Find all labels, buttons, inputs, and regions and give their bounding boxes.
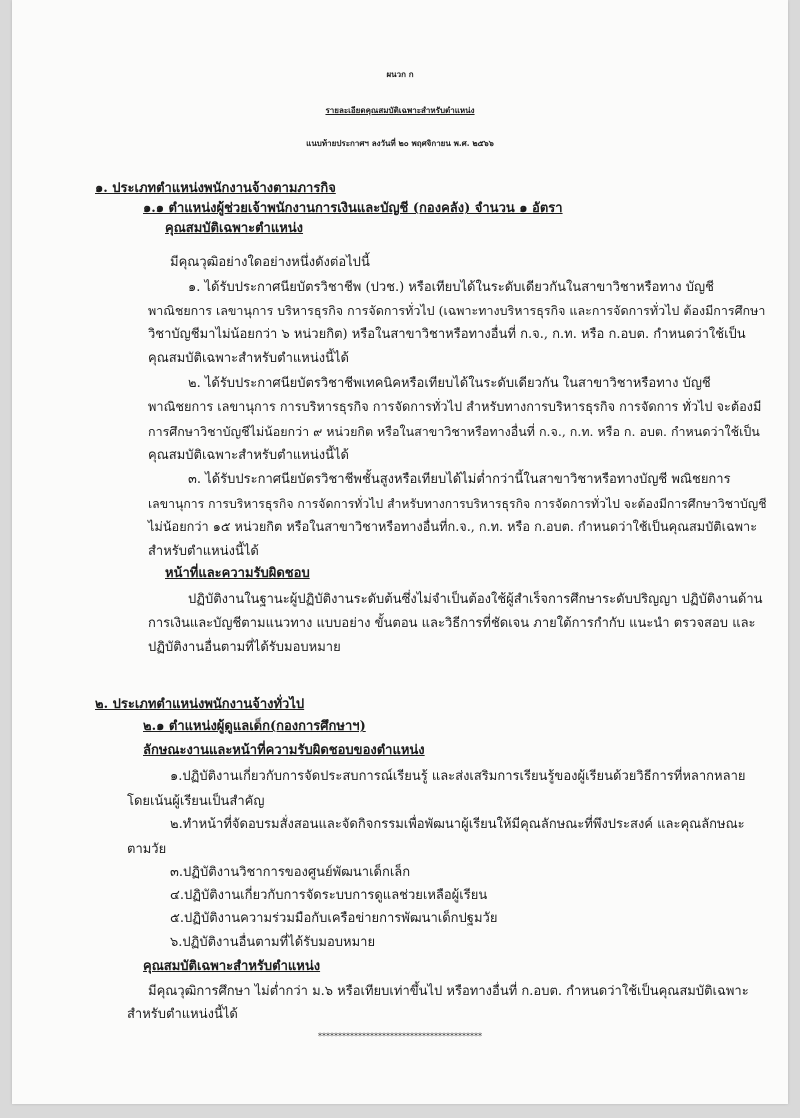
q2-line: ๒. ได้รับประกาศนียบัตรวิชาชีพเทคนิคหรือเทียบได้ในระดับเดียวกัน ในสาขาวิชาหรือทาง บัญชี: [188, 376, 711, 391]
qual-line: สำหรับตำแหน่งนี้ได้: [127, 1007, 238, 1022]
q2-line: พาณิชยการ เลขานุการ การบริหารธุรกิจ การจัดการทั่วไป สำหรับทางการบริหารธุรกิจ การจัดการ ทั่วไป จะต้องมี: [148, 400, 762, 415]
section1-qual-heading: คุณสมบัติเฉพาะตำแหน่ง: [165, 221, 304, 236]
duty-line: ปฏิบัติงานอื่นตามที่ได้รับมอบหมาย: [148, 640, 341, 655]
document-title: รายละเอียดคุณสมบัติเฉพาะสำหรับตำแหน่ง: [325, 105, 475, 115]
q3-line: เลขานุการ การบริหารธุรกิจ การจัดการทั่วไป สำหรับทางการบริหารธุรกิจ การจัดการทั่วไป จะต้องมีการศึกษาวิชาบัญชี: [148, 497, 767, 511]
q3-line: ๓. ได้รับประกาศนียบัตรวิชาชีพชั้นสูงหรือเทียบได้ไม่ต่ำกว่านี้ในสาขาวิชาหรือทางบัญชี พณิชยการ: [188, 472, 731, 487]
section1-heading: ๑. ประเภทตำแหน่งพนักงานจ้างตามภารกิจ: [95, 181, 336, 196]
d3-line: ๓.ปฏิบัติงานวิชาการของศูนย์พัฒนาเด็กเล็ก: [170, 865, 411, 880]
section2-position: ๒.๑ ตำแหน่งผู้ดูแลเด็ก(กองการศึกษาฯ): [143, 719, 366, 734]
d2-line: ๒.ทำหน้าที่จัดอบรมสั่งสอนและจัดกิจกรรมเพื่อพัฒนาผู้เรียนให้มีคุณลักษณะที่พึงประสงค์ และคุณลักษณะ: [170, 817, 745, 832]
section2-qual-heading: คุณสมบัติเฉพาะสำหรับตำแหน่ง: [143, 959, 321, 974]
document-subtitle: แนบท้ายประกาศฯ ลงวันที่ ๒๐ พฤศจิกายน พ.ศ. ๒๕๖๖: [306, 138, 494, 148]
duty-line: การเงินและบัญชีตามแนวทาง แบบอย่าง ขั้นตอน และวิธีการที่ชัดเจน ภายใต้การกำกับ แนะนำ ตรวจสอบ และ: [148, 616, 756, 631]
q1-line: พาณิชยการ เลขานุการ บริหารธุรกิจ การจัดการทั่วไป (เฉพาะทางบริหารธุรกิจ และการจัดการทั่วไป ต้องมีการศึกษา: [148, 303, 766, 318]
d5-line: ๕.ปฏิบัติงานความร่วมมือกับเครือข่ายการพัฒนาเด็กปฐมวัย: [170, 911, 498, 926]
section2-duty-heading: ลักษณะงานและหน้าที่ความรับผิดชอบของตำแหน่ง: [143, 743, 425, 758]
document-page: [12, 0, 788, 1104]
q1-line: ๑. ได้รับประกาศนียบัตรวิชาชีพ (ปวช.) หรือเทียบได้ในระดับเดียวกันในสาขาวิชาหรือทาง บัญชี: [188, 280, 714, 295]
q2-line: การศึกษาวิชาบัญชีไม่น้อยกว่า ๙ หน่วยกิต หรือในสาขาวิชาหรือทางอื่นที่ ก.จ., ก.ท. หรือ ก. อบต. กำหนดว่าใช้เป็น: [148, 424, 760, 439]
section2-heading: ๒. ประเภทตำแหน่งพนักงานจ้างทั่วไป: [95, 697, 305, 712]
section1-duty-heading: หน้าที่และความรับผิดชอบ: [165, 566, 310, 581]
d2-line: ตามวัย: [127, 842, 167, 857]
q3-line: สำหรับตำแหน่งนี้ได้: [148, 544, 259, 559]
section1-position: ๑.๑ ตำแหน่งผู้ช่วยเจ้าพนักงานการเงินและบัญชี (กองคลัง) จำนวน ๑ อัตรา: [143, 201, 563, 216]
q1-line: คุณสมบัติเฉพาะสำหรับตำแหน่งนี้ได้: [148, 351, 349, 366]
q2-line: คุณสมบัติเฉพาะสำหรับตำแหน่งนี้ได้: [148, 448, 349, 463]
d4-line: ๔.ปฏิบัติงานเกี่ยวกับการจัดระบบการดูแลช่วยเหลือผู้เรียน: [170, 888, 488, 903]
annex-label: ผนวก ก: [386, 69, 414, 79]
d1-line: ๑.ปฏิบัติงานเกี่ยวกับการจัดประสบการณ์เรียนรู้ และส่งเสริมการเรียนรู้ของผู้เรียนด้วยวิธีการที่หลากหลาย: [170, 769, 746, 784]
d1-line: โดยเน้นผู้เรียนเป็นสำคัญ: [127, 794, 265, 809]
q3-line: ไม่น้อยกว่า ๑๕ หน่วยกิต หรือในสาขาวิชาหรือทางอื่นที่ก.จ., ก.ท. หรือ ก.อบต. กำหนดว่าใช้เป็นคุณสมบัติเฉพาะ: [148, 520, 758, 535]
duty-line: ปฏิบัติงานในฐานะผู้ปฏิบัติงานระดับต้นซึ่งไม่จำเป็นต้องใช้ผู้สำเร็จการศึกษาระดับปริญญา ปฏิบัติงานด้าน: [188, 592, 763, 607]
section1-qual-intro: มีคุณวุฒิอย่างใดอย่างหนึ่งดังต่อไปนี้: [170, 255, 370, 270]
qual-line: มีคุณวุฒิการศึกษา ไม่ต่ำกว่า ม.๖ หรือเทียบเท่าขึ้นไป หรือทางอื่นที่ ก.อบต. กำหนดว่าใช้เป็นคุณสมบัติเฉพาะ: [148, 984, 749, 999]
q1-line: วิชาบัญชีมาไม่น้อยกว่า ๖ หน่วยกิต) หรือในสาขาวิชาหรือทางอื่นที่ ก.จ., ก.ท. หรือ ก.อบต. กำหนดว่าใช้เป็น: [148, 327, 746, 342]
end-separator: *****************************************: [318, 1032, 482, 1041]
d6-line: ๖.ปฏิบัติงานอื่นตามที่ได้รับมอบหมาย: [170, 935, 376, 950]
